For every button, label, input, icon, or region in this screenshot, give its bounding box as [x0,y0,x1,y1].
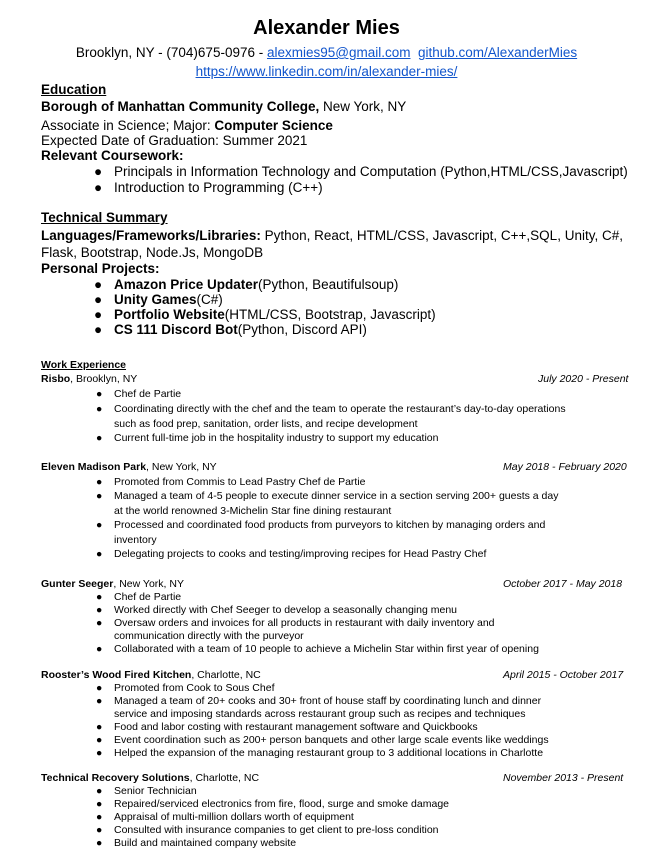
job-bullet-continued: such as food prep, sanitation, order lists, and recipe development [114,418,418,430]
job-dates: May 2018 - February 2020 [503,461,627,473]
languages-label: Languages/Frameworks/Libraries: [41,228,261,243]
bullet-icon: ● [96,617,103,629]
job-title-line: Technical Recovery Solutions, Charlotte, NC [41,772,260,784]
languages-line [41,228,623,243]
bullet-icon: ● [96,798,103,810]
job-dates: October 2017 - May 2018 [503,578,623,590]
job-dates: November 2013 - Present [503,772,624,784]
school-name: Borough of Manhattan Community College, [41,99,320,114]
work-heading: Work Experience [41,359,127,371]
bullet-icon: ● [96,734,103,746]
job-title-line: Eleven Madison Park, New York, NY [41,461,217,473]
bullet-icon: ● [94,307,103,322]
job-bullet-continued: communication directly with the purveyor [114,630,304,642]
job-dates: April 2015 - October 2017 [503,669,624,681]
email-link[interactable]: alexmies95@gmail.com [266,45,411,60]
bullet-icon: ● [96,721,103,733]
job-title-line: Rooster’s Wood Fired Kitchen, Charlotte, NC [41,669,261,681]
coursework-label: Relevant Coursework: [41,148,184,163]
job-title-line: Gunter Seeger, New York, NY [41,578,184,590]
projects-label: Personal Projects: [41,261,160,276]
resume-name: Alexander Mies [253,17,400,39]
bullet-icon: ● [96,643,103,655]
school-location: New York, NY [319,99,407,114]
degree-prefix: Associate in Science; Major: [41,118,215,133]
job-bullet-continued: at the world renowned 3-Michelin Star fine dining restaurant [114,505,392,517]
bullet-icon: ● [96,695,103,707]
bullet-icon: ● [96,604,103,616]
bullet-icon: ● [96,811,103,823]
bullet-icon: ● [94,322,103,337]
technical-heading: Technical Summary [41,210,168,225]
job-bullet-continued: inventory [114,534,157,546]
bullet-icon: ● [96,837,103,849]
bullet-icon: ● [96,682,103,694]
job-title-line: Risbo, Brooklyn, NY [41,373,138,385]
bullet-icon: ● [96,785,103,797]
bullet-icon: ● [96,591,103,603]
major: Computer Science [214,118,333,133]
bullet-icon: ● [94,180,103,195]
languages-list: Python, React, HTML/CSS, Javascript, C++,SQL, Unity, C#, [260,228,623,243]
job-dates: July 2020 - Present [538,373,629,385]
bullet-icon: ● [96,519,103,531]
bullet-icon: ● [96,824,103,836]
bullet-icon: ● [96,403,103,415]
contact-line [0,45,653,60]
languages-line-2: Flask, Bootstrap, Node.Js, MongoDB [41,245,264,260]
bullet-icon: ● [94,277,103,292]
bullet-icon: ● [96,747,103,759]
bullet-icon: ● [94,164,103,179]
graduation-line: Expected Date of Graduation: Summer 2021 [41,133,308,148]
bullet-icon: ● [96,432,103,444]
bullet-icon: ● [96,490,103,502]
location-phone: Brooklyn, NY - (704)675-0976 - [75,45,267,60]
degree-line [41,118,333,133]
bullet-icon: ● [94,292,103,307]
job-bullet-continued: service and imposing standards across restaurant group such as recipes and techniques [114,708,526,720]
education-heading: Education [41,82,107,97]
bullet-icon: ● [96,476,103,488]
github-link[interactable]: github.com/AlexanderMies [418,45,578,60]
bullet-icon: ● [96,388,103,400]
school-line [41,99,406,114]
linkedin-link[interactable]: https://www.linkedin.com/in/alexander-mies/ [195,64,458,79]
linkedin-line [0,64,653,79]
bullet-icon: ● [96,548,103,560]
